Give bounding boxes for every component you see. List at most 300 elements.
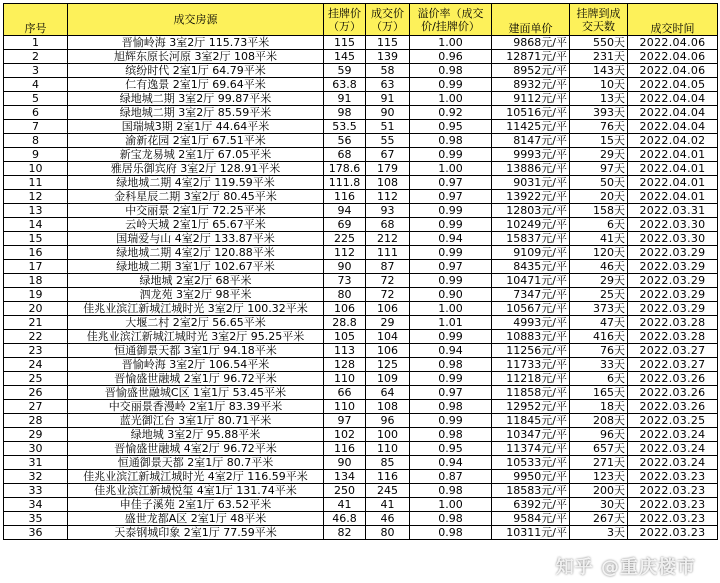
cell-index: 25: [4, 372, 68, 386]
cell-days: 20天: [570, 190, 628, 204]
cell-list-price: 102: [324, 428, 366, 442]
cell-index: 26: [4, 386, 68, 400]
cell-premium-rate: 0.94: [410, 232, 492, 246]
cell-listing: 晋愉盛世融城 2室1厅 96.72平米: [68, 372, 324, 386]
cell-listing: 晋愉盛世融城C区 1室1厅 53.45平米: [68, 386, 324, 400]
cell-premium-rate: 0.97: [410, 386, 492, 400]
cell-premium-rate: 0.96: [410, 50, 492, 64]
cell-days: 30天: [570, 498, 628, 512]
table-body: [4, 36, 718, 540]
cell-unit-price: 18583元/平: [492, 484, 570, 498]
cell-premium-rate: 0.90: [410, 288, 492, 302]
cell-listing: 绿地城二期 3室1厅 102.67平米: [68, 260, 324, 274]
cell-premium-rate: 0.99: [410, 246, 492, 260]
cell-unit-price: 10311元/平: [492, 526, 570, 540]
cell-unit-price: 10883元/平: [492, 330, 570, 344]
cell-unit-price: 11256元/平: [492, 344, 570, 358]
cell-unit-price: 8932元/平: [492, 78, 570, 92]
cell-premium-rate: 0.98: [410, 134, 492, 148]
cell-premium-rate: 0.99: [410, 204, 492, 218]
cell-list-price: 106: [324, 302, 366, 316]
cell-days: 120天: [570, 246, 628, 260]
cell-listing: 中交丽景 2室1厅 72.25平米: [68, 204, 324, 218]
cell-deal-price: 106: [366, 344, 410, 358]
cell-days: 3天: [570, 526, 628, 540]
cell-date: 2022.03.23: [628, 512, 718, 526]
cell-days: 33天: [570, 358, 628, 372]
cell-unit-price: 11425元/平: [492, 120, 570, 134]
cell-date: 2022.03.27: [628, 344, 718, 358]
cell-index: 9: [4, 148, 68, 162]
cell-date: 2022.03.29: [628, 274, 718, 288]
cell-premium-rate: 1.00: [410, 92, 492, 106]
cell-index: 5: [4, 92, 68, 106]
cell-index: 21: [4, 316, 68, 330]
cell-deal-price: 68: [366, 218, 410, 232]
table-row: [4, 302, 718, 316]
cell-date: 2022.03.24: [628, 428, 718, 442]
cell-deal-price: 245: [366, 484, 410, 498]
cell-listing: 蓝光御江台 3室1厅 80.71平米: [68, 414, 324, 428]
cell-unit-price: 10533元/平: [492, 456, 570, 470]
cell-premium-rate: 1.00: [410, 162, 492, 176]
cell-days: 657天: [570, 442, 628, 456]
cell-index: 29: [4, 428, 68, 442]
cell-days: 373天: [570, 302, 628, 316]
cell-days: 29天: [570, 274, 628, 288]
header-listing: 成交房源: [68, 4, 324, 36]
cell-days: 416天: [570, 330, 628, 344]
header-deal-price: 成交价（万）: [366, 4, 410, 36]
cell-list-price: 98: [324, 106, 366, 120]
cell-premium-rate: 0.99: [410, 372, 492, 386]
cell-days: 143天: [570, 64, 628, 78]
cell-deal-price: 93: [366, 204, 410, 218]
cell-date: 2022.03.24: [628, 442, 718, 456]
cell-date: 2022.03.29: [628, 288, 718, 302]
cell-listing: 晋愉岭海 3室2厅 115.73平米: [68, 36, 324, 50]
table-row: [4, 442, 718, 456]
table-row: [4, 148, 718, 162]
cell-listing: 佳兆业滨江新城悦玺 4室1厅 131.74平米: [68, 484, 324, 498]
cell-index: 6: [4, 106, 68, 120]
cell-unit-price: 8952元/平: [492, 64, 570, 78]
cell-list-price: 73: [324, 274, 366, 288]
cell-listing: 新宝龙易城 2室1厅 67.05平米: [68, 148, 324, 162]
cell-list-price: 116: [324, 190, 366, 204]
cell-unit-price: 11858元/平: [492, 386, 570, 400]
cell-list-price: 110: [324, 400, 366, 414]
cell-date: 2022.04.01: [628, 190, 718, 204]
cell-list-price: 53.5: [324, 120, 366, 134]
cell-listing: 佳兆业滨江新城江城时光 3室2厅 100.32平米: [68, 302, 324, 316]
cell-premium-rate: 0.94: [410, 456, 492, 470]
table-row: [4, 92, 718, 106]
cell-days: 165天: [570, 386, 628, 400]
table-row: [4, 498, 718, 512]
cell-days: 123天: [570, 470, 628, 484]
cell-deal-price: 111: [366, 246, 410, 260]
cell-days: 76天: [570, 120, 628, 134]
cell-date: 2022.03.23: [628, 526, 718, 540]
cell-deal-price: 51: [366, 120, 410, 134]
cell-deal-price: 100: [366, 428, 410, 442]
cell-list-price: 111.8: [324, 176, 366, 190]
cell-list-price: 46.8: [324, 512, 366, 526]
cell-index: 32: [4, 470, 68, 484]
table-row: [4, 64, 718, 78]
cell-date: 2022.04.04: [628, 120, 718, 134]
cell-index: 34: [4, 498, 68, 512]
cell-listing: 绿地城二期 4室2厅 120.88平米: [68, 246, 324, 260]
cell-index: 10: [4, 162, 68, 176]
cell-deal-price: 179: [366, 162, 410, 176]
cell-date: 2022.04.05: [628, 78, 718, 92]
cell-days: 208天: [570, 414, 628, 428]
cell-index: 14: [4, 218, 68, 232]
cell-list-price: 225: [324, 232, 366, 246]
cell-premium-rate: 1.00: [410, 498, 492, 512]
table-row: [4, 106, 718, 120]
cell-date: 2022.04.04: [628, 92, 718, 106]
cell-listing: 中交丽景香漫岭 2室1厅 83.39平米: [68, 400, 324, 414]
table-row: [4, 414, 718, 428]
cell-listing: 泗龙苑 3室2厅 98平米: [68, 288, 324, 302]
cell-date: 2022.04.01: [628, 148, 718, 162]
cell-date: 2022.04.02: [628, 134, 718, 148]
cell-deal-price: 80: [366, 526, 410, 540]
cell-premium-rate: 1.01: [410, 316, 492, 330]
cell-premium-rate: 0.99: [410, 218, 492, 232]
cell-listing: 云岭天城 2室1厅 65.67平米: [68, 218, 324, 232]
cell-date: 2022.03.27: [628, 358, 718, 372]
cell-date: 2022.03.29: [628, 246, 718, 260]
cell-unit-price: 9112元/平: [492, 92, 570, 106]
cell-unit-price: 8435元/平: [492, 260, 570, 274]
cell-list-price: 90: [324, 456, 366, 470]
cell-index: 11: [4, 176, 68, 190]
cell-premium-rate: 0.99: [410, 148, 492, 162]
cell-date: 2022.04.04: [628, 106, 718, 120]
cell-unit-price: 12952元/平: [492, 400, 570, 414]
cell-listing: 晋愉岭海 3室2厅 106.54平米: [68, 358, 324, 372]
cell-date: 2022.03.28: [628, 316, 718, 330]
cell-days: 18天: [570, 400, 628, 414]
cell-date: 2022.03.31: [628, 204, 718, 218]
cell-index: 8: [4, 134, 68, 148]
cell-listing: 绿地城二期 4室2厅 119.59平米: [68, 176, 324, 190]
cell-unit-price: 9993元/平: [492, 148, 570, 162]
cell-listing: 雅居乐御宾府 3室2厅 128.91平米: [68, 162, 324, 176]
cell-listing: 缤纷时代 2室1厅 64.79平米: [68, 64, 324, 78]
cell-list-price: 28.8: [324, 316, 366, 330]
cell-days: 41天: [570, 232, 628, 246]
cell-index: 12: [4, 190, 68, 204]
cell-deal-price: 64: [366, 386, 410, 400]
table-row: [4, 260, 718, 274]
cell-days: 97天: [570, 162, 628, 176]
cell-premium-rate: 1.00: [410, 36, 492, 50]
cell-list-price: 178.6: [324, 162, 366, 176]
cell-index: 24: [4, 358, 68, 372]
cell-date: 2022.03.30: [628, 218, 718, 232]
cell-list-price: 113: [324, 344, 366, 358]
table-row: [4, 232, 718, 246]
cell-deal-price: 87: [366, 260, 410, 274]
cell-list-price: 112: [324, 246, 366, 260]
cell-deal-price: 106: [366, 302, 410, 316]
cell-unit-price: 13886元/平: [492, 162, 570, 176]
cell-index: 19: [4, 288, 68, 302]
transaction-table: [3, 3, 718, 540]
cell-unit-price: 12803元/平: [492, 204, 570, 218]
table-row: [4, 470, 718, 484]
cell-deal-price: 139: [366, 50, 410, 64]
cell-premium-rate: 0.99: [410, 78, 492, 92]
header-index: 序号: [4, 4, 68, 36]
table-row: [4, 316, 718, 330]
cell-unit-price: 10471元/平: [492, 274, 570, 288]
cell-date: 2022.04.06: [628, 64, 718, 78]
cell-deal-price: 91: [366, 92, 410, 106]
cell-index: 17: [4, 260, 68, 274]
cell-premium-rate: 0.98: [410, 512, 492, 526]
cell-days: 76天: [570, 344, 628, 358]
header-date: 成交时间: [628, 4, 718, 36]
cell-deal-price: 212: [366, 232, 410, 246]
cell-date: 2022.03.28: [628, 330, 718, 344]
cell-listing: 恒通御景天都 2室1厅 80.7平米: [68, 456, 324, 470]
header-days: 挂牌到成交天数: [570, 4, 628, 36]
cell-list-price: 68: [324, 148, 366, 162]
cell-index: 2: [4, 50, 68, 64]
cell-premium-rate: 0.98: [410, 400, 492, 414]
cell-deal-price: 125: [366, 358, 410, 372]
cell-date: 2022.03.23: [628, 498, 718, 512]
cell-date: 2022.04.01: [628, 162, 718, 176]
cell-unit-price: 13922元/平: [492, 190, 570, 204]
cell-days: 158天: [570, 204, 628, 218]
cell-date: 2022.04.06: [628, 50, 718, 64]
cell-listing: 晋愉盛世融城 4室2厅 96.72平米: [68, 442, 324, 456]
cell-premium-rate: 0.92: [410, 106, 492, 120]
cell-list-price: 69: [324, 218, 366, 232]
cell-premium-rate: 0.99: [410, 274, 492, 288]
cell-listing: 申佳子溪苑 2室1厅 63.52平米: [68, 498, 324, 512]
cell-deal-price: 63: [366, 78, 410, 92]
cell-days: 550天: [570, 36, 628, 50]
table-row: [4, 204, 718, 218]
cell-listing: 旭辉东原长河原 3室2厅 108平米: [68, 50, 324, 64]
cell-deal-price: 58: [366, 64, 410, 78]
cell-unit-price: 11374元/平: [492, 442, 570, 456]
cell-list-price: 94: [324, 204, 366, 218]
header-list-price: 挂牌价（万）: [324, 4, 366, 36]
cell-listing: 绿地城二期 3室2厅 99.87平米: [68, 92, 324, 106]
cell-deal-price: 116: [366, 470, 410, 484]
cell-listing: 仁有逸景 2室1厅 69.64平米: [68, 78, 324, 92]
cell-list-price: 66: [324, 386, 366, 400]
cell-listing: 天泰钢城印象 2室1厅 77.59平米: [68, 526, 324, 540]
cell-days: 393天: [570, 106, 628, 120]
cell-date: 2022.03.26: [628, 386, 718, 400]
cell-index: 3: [4, 64, 68, 78]
cell-date: 2022.03.26: [628, 372, 718, 386]
table-row: [4, 484, 718, 498]
cell-index: 23: [4, 344, 68, 358]
cell-deal-price: 85: [366, 456, 410, 470]
cell-unit-price: 10347元/平: [492, 428, 570, 442]
cell-days: 231天: [570, 50, 628, 64]
cell-list-price: 80: [324, 288, 366, 302]
cell-list-price: 105: [324, 330, 366, 344]
cell-list-price: 116: [324, 442, 366, 456]
cell-deal-price: 108: [366, 400, 410, 414]
cell-listing: 佳兆业滨江新城江城时光 3室2厅 95.25平米: [68, 330, 324, 344]
cell-unit-price: 11733元/平: [492, 358, 570, 372]
cell-index: 18: [4, 274, 68, 288]
cell-index: 30: [4, 442, 68, 456]
cell-listing: 金科星辰二期 3室2厅 80.45平米: [68, 190, 324, 204]
cell-unit-price: 6392元/平: [492, 498, 570, 512]
cell-list-price: 63.8: [324, 78, 366, 92]
cell-listing: 渝新花园 2室1厅 67.51平米: [68, 134, 324, 148]
cell-deal-price: 41: [366, 498, 410, 512]
table-row: [4, 134, 718, 148]
cell-premium-rate: 0.87: [410, 470, 492, 484]
cell-premium-rate: 0.98: [410, 526, 492, 540]
cell-premium-rate: 1.00: [410, 302, 492, 316]
cell-days: 46天: [570, 260, 628, 274]
table-row: [4, 512, 718, 526]
cell-premium-rate: 0.98: [410, 64, 492, 78]
cell-days: 25天: [570, 288, 628, 302]
cell-date: 2022.03.23: [628, 484, 718, 498]
cell-deal-price: 108: [366, 176, 410, 190]
cell-deal-price: 72: [366, 274, 410, 288]
cell-days: 15天: [570, 134, 628, 148]
cell-deal-price: 90: [366, 106, 410, 120]
cell-premium-rate: 0.97: [410, 190, 492, 204]
cell-list-price: 56: [324, 134, 366, 148]
cell-date: 2022.03.25: [628, 414, 718, 428]
cell-list-price: 82: [324, 526, 366, 540]
cell-list-price: 115: [324, 36, 366, 50]
table-row: [4, 190, 718, 204]
table-row: [4, 288, 718, 302]
cell-date: 2022.04.06: [628, 36, 718, 50]
cell-date: 2022.03.26: [628, 400, 718, 414]
table-row: [4, 176, 718, 190]
cell-deal-price: 96: [366, 414, 410, 428]
table-row: [4, 456, 718, 470]
cell-list-price: 97: [324, 414, 366, 428]
cell-unit-price: 11845元/平: [492, 414, 570, 428]
cell-date: 2022.03.29: [628, 260, 718, 274]
cell-days: 13天: [570, 92, 628, 106]
cell-premium-rate: 0.98: [410, 358, 492, 372]
table-row: [4, 120, 718, 134]
cell-date: 2022.03.24: [628, 456, 718, 470]
cell-list-price: 128: [324, 358, 366, 372]
cell-days: 271天: [570, 456, 628, 470]
cell-days: 50天: [570, 176, 628, 190]
cell-listing: 绿地城二期 3室2厅 85.59平米: [68, 106, 324, 120]
cell-deal-price: 46: [366, 512, 410, 526]
cell-list-price: 59: [324, 64, 366, 78]
cell-index: 36: [4, 526, 68, 540]
cell-listing: 绿地城 2室2厅 68平米: [68, 274, 324, 288]
table-row: [4, 274, 718, 288]
cell-unit-price: 10516元/平: [492, 106, 570, 120]
cell-days: 6天: [570, 218, 628, 232]
table-row: [4, 358, 718, 372]
cell-days: 47天: [570, 316, 628, 330]
cell-days: 29天: [570, 148, 628, 162]
cell-days: 267天: [570, 512, 628, 526]
cell-index: 31: [4, 456, 68, 470]
cell-days: 200天: [570, 484, 628, 498]
cell-days: 6天: [570, 372, 628, 386]
cell-index: 15: [4, 232, 68, 246]
cell-listing: 大堰二村 2室2厅 56.65平米: [68, 316, 324, 330]
cell-list-price: 91: [324, 92, 366, 106]
cell-deal-price: 29: [366, 316, 410, 330]
cell-deal-price: 104: [366, 330, 410, 344]
cell-unit-price: 9584元/平: [492, 512, 570, 526]
cell-premium-rate: 0.95: [410, 120, 492, 134]
table-row: [4, 50, 718, 64]
cell-index: 33: [4, 484, 68, 498]
cell-index: 13: [4, 204, 68, 218]
cell-index: 28: [4, 414, 68, 428]
cell-index: 22: [4, 330, 68, 344]
cell-deal-price: 110: [366, 442, 410, 456]
cell-unit-price: 9950元/平: [492, 470, 570, 484]
cell-date: 2022.03.29: [628, 302, 718, 316]
cell-premium-rate: 0.97: [410, 260, 492, 274]
cell-list-price: 250: [324, 484, 366, 498]
cell-deal-price: 72: [366, 288, 410, 302]
cell-premium-rate: 0.95: [410, 442, 492, 456]
table-row: [4, 78, 718, 92]
table-row: [4, 372, 718, 386]
cell-premium-rate: 0.97: [410, 176, 492, 190]
cell-unit-price: 9031元/平: [492, 176, 570, 190]
cell-listing: 恒通御景天都 3室1厅 94.18平米: [68, 344, 324, 358]
cell-unit-price: 10249元/平: [492, 218, 570, 232]
table-row: [4, 246, 718, 260]
cell-index: 7: [4, 120, 68, 134]
cell-deal-price: 115: [366, 36, 410, 50]
cell-unit-price: 10567元/平: [492, 302, 570, 316]
cell-deal-price: 55: [366, 134, 410, 148]
header-unit-price: 建面单价: [492, 4, 570, 36]
cell-premium-rate: 0.94: [410, 344, 492, 358]
watermark-text: 知乎 @重庆楼市: [555, 557, 696, 578]
cell-listing: 国瑞爱与山 4室2厅 133.87平米: [68, 232, 324, 246]
cell-unit-price: 8147元/平: [492, 134, 570, 148]
cell-index: 35: [4, 512, 68, 526]
table-row: [4, 386, 718, 400]
table-row: [4, 330, 718, 344]
cell-index: 16: [4, 246, 68, 260]
cell-list-price: 41: [324, 498, 366, 512]
cell-list-price: 134: [324, 470, 366, 484]
table-row: [4, 344, 718, 358]
cell-unit-price: 11218元/平: [492, 372, 570, 386]
table-row: [4, 218, 718, 232]
